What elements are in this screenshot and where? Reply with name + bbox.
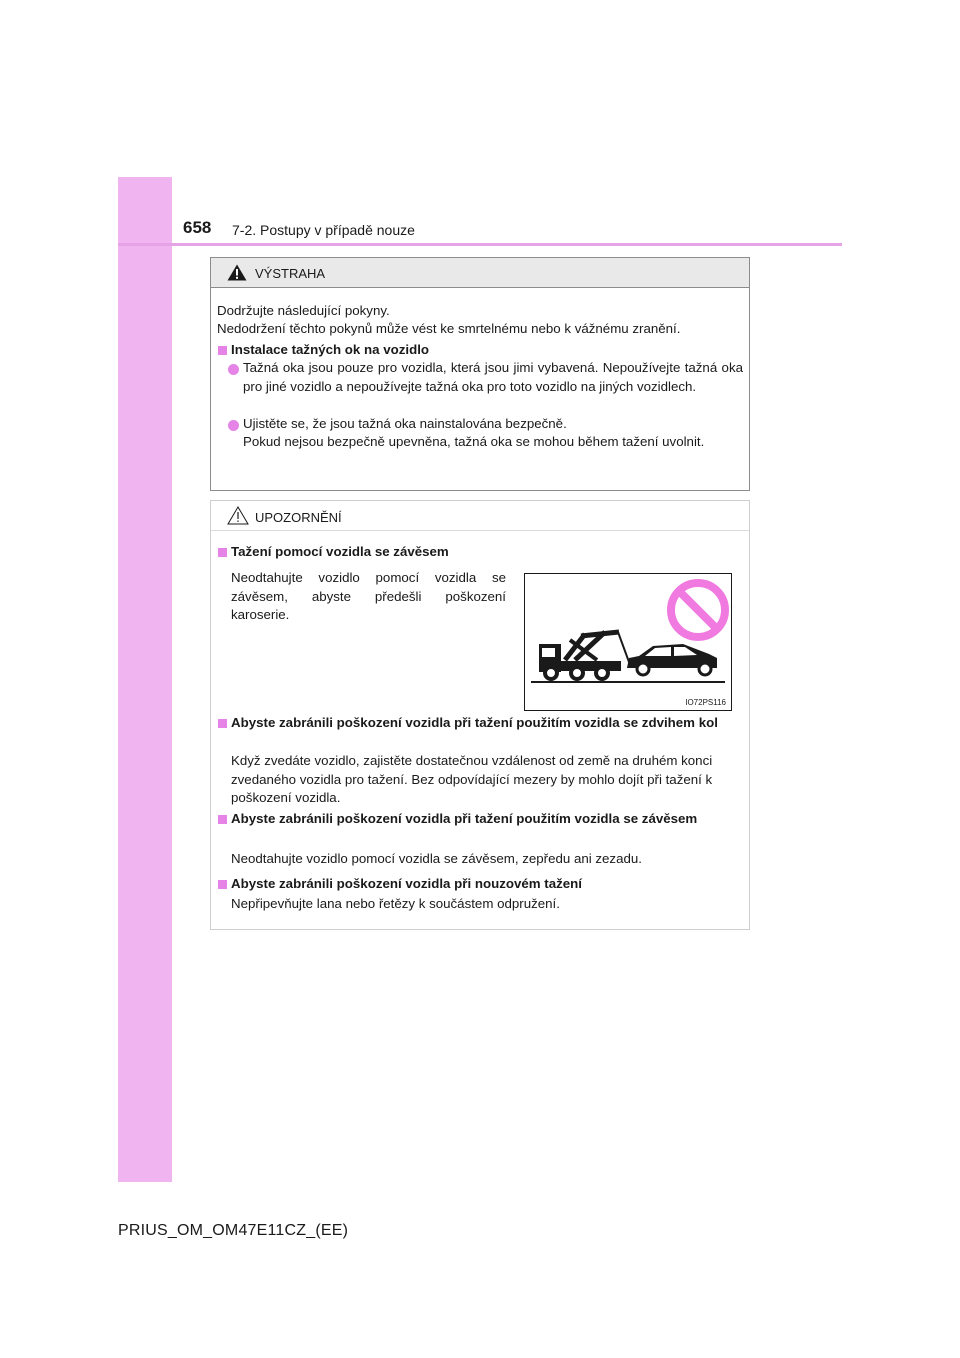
document-code: PRIUS_OM_OM47E11CZ_(EE) xyxy=(118,1222,349,1239)
warning-intro-line1: Dodržujte následující pokyny. xyxy=(217,303,390,318)
caution-s3-text: Neodtahujte vozidlo pomocí vozidla se závěsem, zepředu ani zezadu. xyxy=(231,851,642,866)
chapter-sidebar-tab xyxy=(118,177,172,1182)
prohibition-icon xyxy=(671,583,725,637)
warning-bullet-2-line1: Ujistěte se, že jsou tažná oka nainstalována bezpečně. xyxy=(243,416,567,431)
warning-section-title: Instalace tažných ok na vozidlo xyxy=(231,342,430,357)
warning-intro-line2: Nedodržení těchto pokynů může vést ke smrtelnému nebo k vážnému zranění. xyxy=(217,321,681,336)
warning-bullet-2-line2: Pokud nejsou bezpečně upevněna, tažná oka se mohou během tažení uvolnit. xyxy=(243,434,705,449)
caution-s4-text: Nepřipevňujte lana nebo řetězy k součástem odpružení. xyxy=(231,896,560,911)
warning-box xyxy=(210,257,750,491)
warning-box-header xyxy=(211,258,749,288)
section-title: 7-2. Postupy v případě nouze xyxy=(232,222,415,238)
caution-s4-title: Abyste zabránili poškození vozidla při nouzovém tažení xyxy=(231,876,582,891)
tow-truck-icon xyxy=(539,632,629,679)
section-square-icon xyxy=(218,815,227,824)
section-square-icon xyxy=(218,719,227,728)
caution-box-header xyxy=(211,501,749,531)
tow-truck-figure xyxy=(524,573,732,711)
section-square-icon xyxy=(218,346,227,355)
warning-triangle-icon xyxy=(227,264,247,281)
caution-triangle-icon xyxy=(227,506,249,525)
caution-s1-title: Tažení pomocí vozidla se závěsem xyxy=(231,544,449,559)
bullet-dot-icon xyxy=(228,364,239,375)
towed-car-icon xyxy=(627,644,717,675)
caution-s2-title: Abyste zabránili poškození vozidla při tažení použitím vozidla se zdvihem kol xyxy=(231,715,718,730)
section-square-icon xyxy=(218,548,227,557)
page-number: 658 xyxy=(183,218,212,237)
caution-s2-text: Když zvedáte vozidlo, zajistěte dostatečnou vzdálenost od země na druhém konci zvedaného vozidla pro tažení. Bez odpovídající mezery by mohlo dojít při tažení k poškození vozidla. xyxy=(231,753,713,805)
figure-code: IO72PS116 xyxy=(685,698,726,707)
caution-s1-text: Neodtahujte vozidlo pomocí vozidla se závěsem, abyste předešli poškození karoserie. xyxy=(231,570,506,622)
bullet-dot-icon xyxy=(228,420,239,431)
tow-truck-illustration xyxy=(525,574,731,710)
caution-box xyxy=(210,500,750,930)
warning-title: VÝSTRAHA xyxy=(255,266,326,281)
header-divider xyxy=(118,243,842,246)
section-square-icon xyxy=(218,880,227,889)
caution-title: UPOZORNĚNÍ xyxy=(255,510,342,525)
caution-s3-title: Abyste zabránili poškození vozidla při tažení použitím vozidla se závěsem xyxy=(231,811,698,826)
warning-bullet-1: Tažná oka jsou pouze pro vozidla, která jsou jimi vybavená. Nepoužívejte tažná oka pro jiné vozidlo a nepoužívejte tažná oka pro toto vozidlo na jiných vozidlech. xyxy=(243,360,743,394)
